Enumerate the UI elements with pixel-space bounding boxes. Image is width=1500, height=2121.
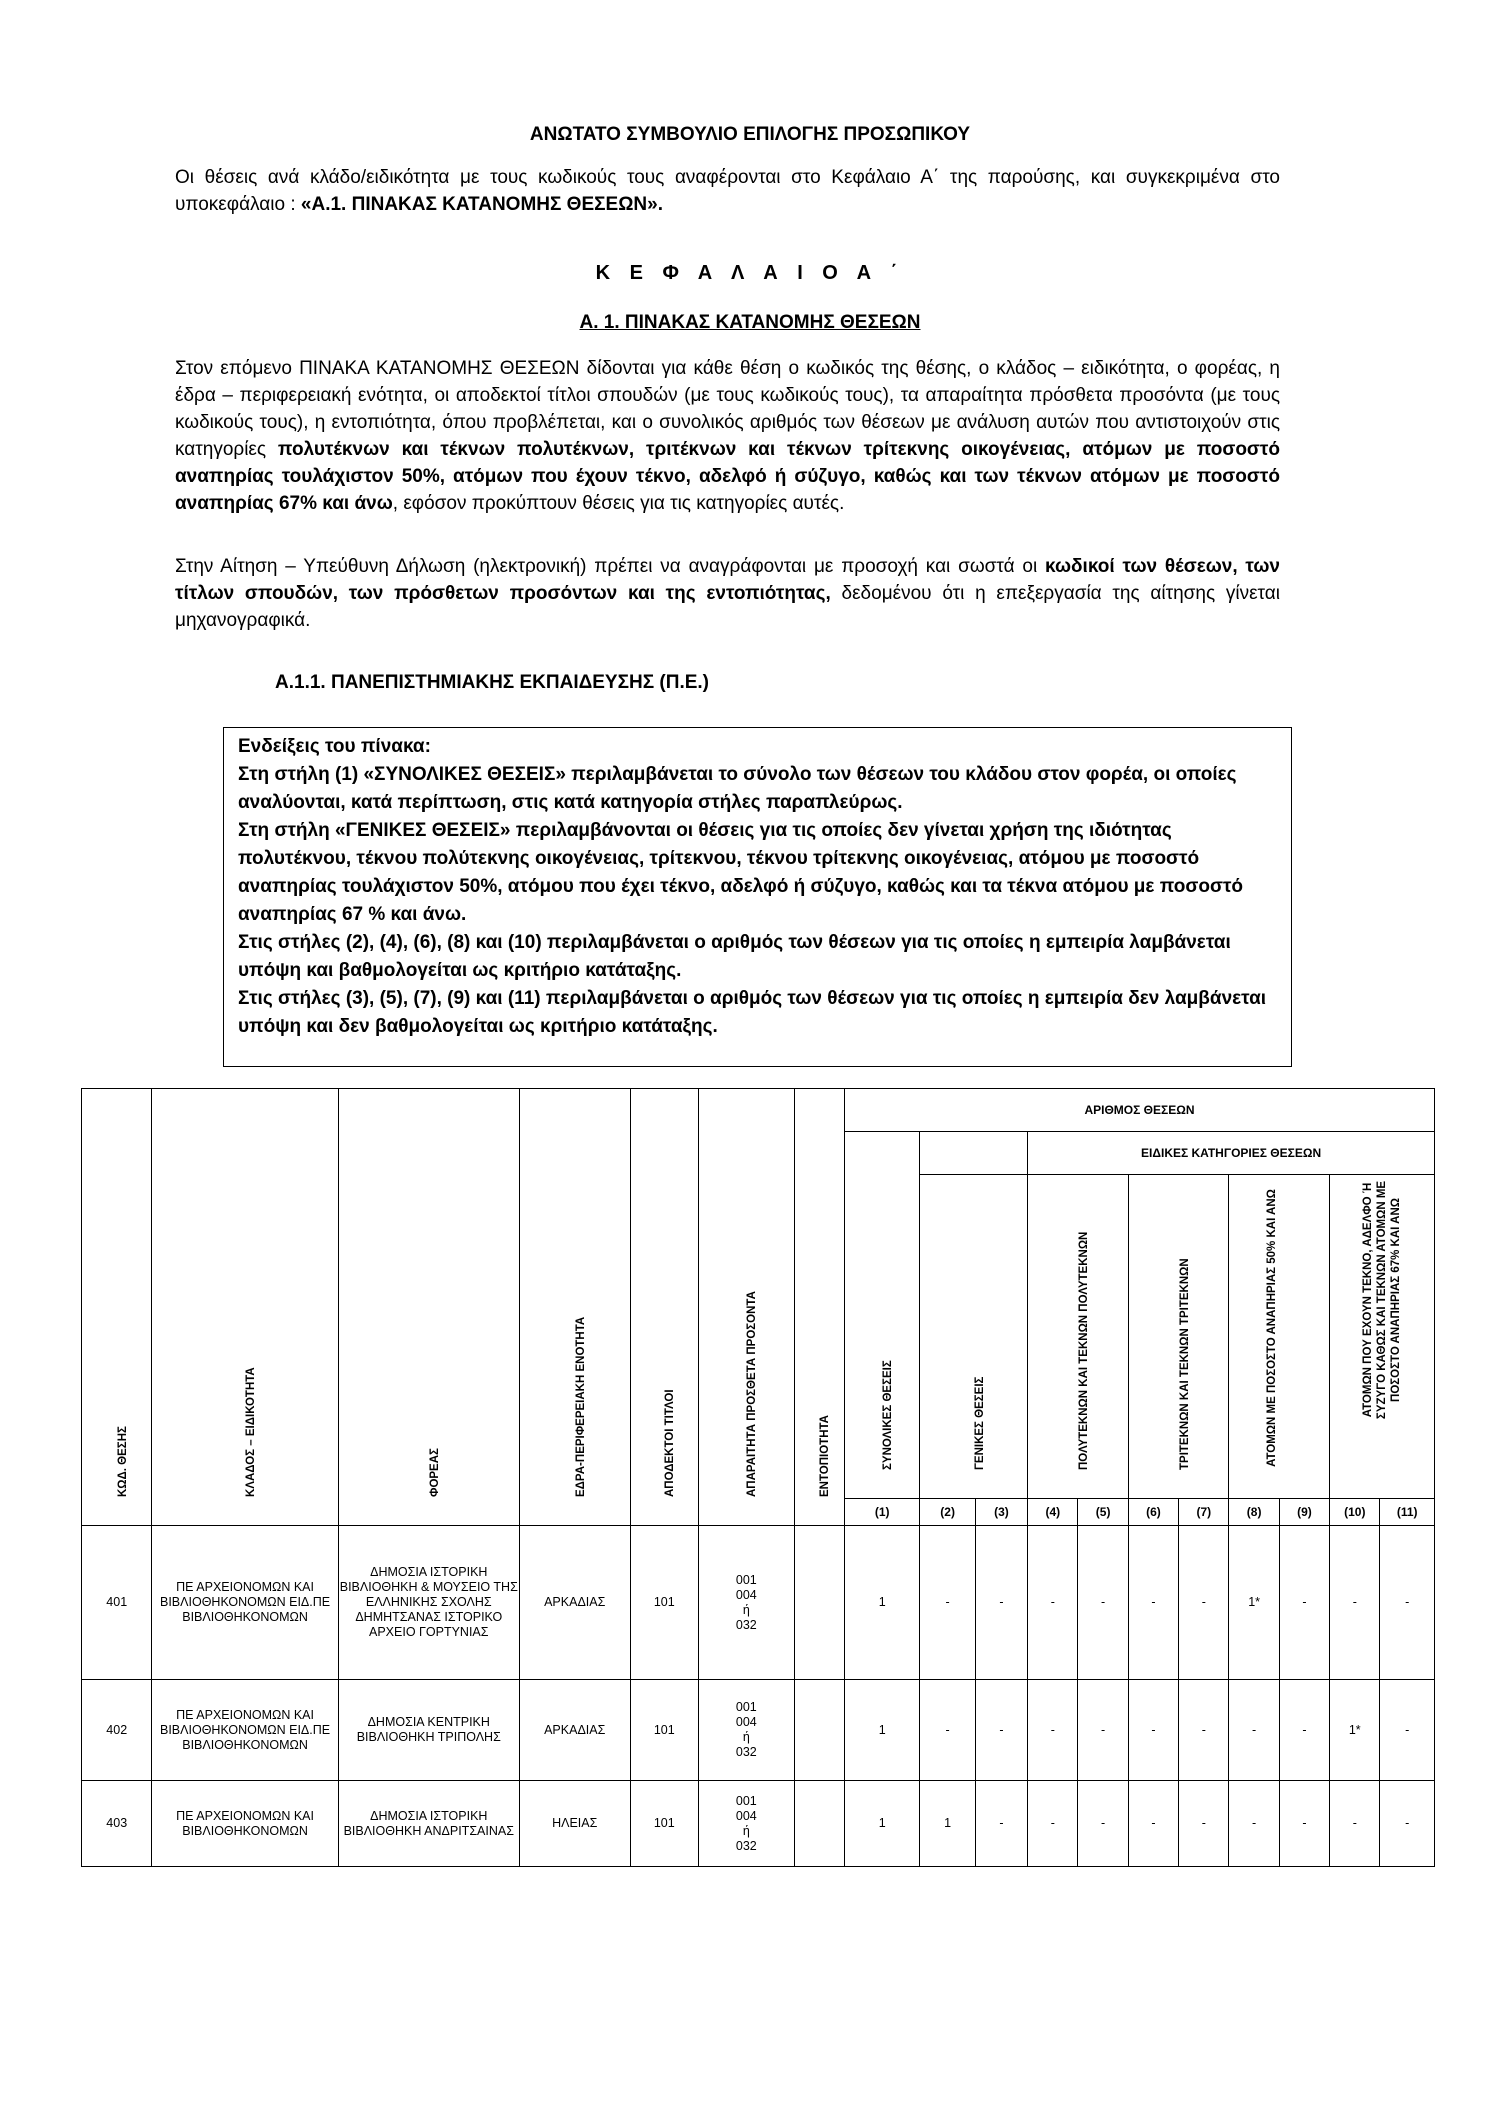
cell-agency: ΔΗΜΟΣΙΑ ΙΣΤΟΡΙΚΗ ΒΙΒΛΙΟΘΗΚΗ ΑΝΔΡΙΤΣΑΙΝΑΣ (338, 1781, 519, 1867)
cell-value: 1* (1330, 1680, 1380, 1781)
cell-value: 1 (844, 1781, 919, 1867)
header-three-child (1128, 1175, 1229, 1499)
header-disability (1229, 1175, 1330, 1499)
header-branch-label: ΚΛΑΔΟΣ – ΕΙΔΙΚΟΤΗΤΑ (245, 1367, 258, 1497)
header-seat (519, 1089, 630, 1526)
col-number-10: (10) (1330, 1499, 1380, 1526)
cell-value: - (1279, 1781, 1329, 1867)
cell-value: - (1380, 1680, 1435, 1781)
header-relatives (1330, 1175, 1435, 1499)
intro-paragraph (175, 164, 1280, 218)
cell-value: - (1179, 1781, 1229, 1867)
header-general (920, 1175, 1028, 1499)
paragraph-2 (175, 553, 1280, 634)
section-title: Α.1.1. ΠΑΝΕΠΙΣΤΗΜΙΑΚΗΣ ΕΚΠΑΙΔΕΥΣΗΣ (Π.Ε.) (275, 672, 710, 693)
cell-value: - (1028, 1781, 1078, 1867)
cell-value: - (1380, 1526, 1435, 1680)
cell-value: - (1128, 1526, 1178, 1680)
header-locality (794, 1089, 844, 1526)
notes-line-2: Στη στήλη «ΓΕΝΙΚΕΣ ΘΕΣΕΙΣ» περιλαμβάνονται οι θέσεις για τις οποίες δεν γίνεται χρήση της ιδιότητας πολυτέκνου, τέκνου πολύτεκνης οικογένειας, τρίτεκνου, τέκνου τρίτεκνης οικογένειας, ατόμου με ποσοστό αναπηρίας τουλάχιστον 50%, ατόμου που έχει τέκνο, αδελφό ή σύζυγο, καθώς και τα τέκνα ατόμου με ποσοστό αναπηρίας 67 % και άνω. (238, 820, 1244, 925)
cell-value: 1 (844, 1680, 919, 1781)
cell-value: - (975, 1526, 1027, 1680)
header-branch (152, 1089, 338, 1526)
qual-or: ή (742, 1730, 750, 1744)
cell-code: 402 (82, 1680, 152, 1781)
cell-value: - (1128, 1781, 1178, 1867)
document-title: ΑΝΩΤΑΤΟ ΣΥΜΒΟΥΛΙΟ ΕΠΙΛΟΓΗΣ ΠΡΟΣΩΠΙΚΟΥ (529, 124, 971, 145)
chapter-subtitle: Α. 1. ΠΙΝΑΚΑΣ ΚΑΤΑΝΟΜΗΣ ΘΕΣΕΩΝ (579, 312, 921, 333)
cell-value: - (1330, 1526, 1380, 1680)
cell-value: - (1279, 1526, 1329, 1680)
cell-value: - (1078, 1781, 1128, 1867)
col-number-5: (5) (1078, 1499, 1128, 1526)
cell-agency: ΔΗΜΟΣΙΑ ΚΕΝΤΡΙΚΗ ΒΙΒΛΙΟΘΗΚΗ ΤΡΙΠΟΛΗΣ (338, 1680, 519, 1781)
general-group-header (920, 1132, 1028, 1175)
cell-locality (794, 1526, 844, 1680)
header-agency (338, 1089, 519, 1526)
cell-agency: ΔΗΜΟΣΙΑ ΙΣΤΟΡΙΚΗ ΒΙΒΛΙΟΘΗΚΗ & ΜΟΥΣΕΙΟ ΤΗΣ ΕΛΛΗΝΙΚΗΣ ΣΧΟΛΗΣ ΔΗΜΗΤΣΑΝΑΣ ΙΣΤΟΡΙΚΟ ΑΡΧΕΙΟ ΓΟΡΤΥΝΙΑΣ (338, 1526, 519, 1680)
qual-or: ή (742, 1823, 750, 1838)
header-large-family (1028, 1175, 1129, 1499)
header-total-label: ΣΥΝΟΛΙΚΕΣ ΘΕΣΕΙΣ (882, 1360, 895, 1470)
col-number-3: (3) (975, 1499, 1027, 1526)
positions-table (81, 1088, 1435, 1867)
header-relatives-label: ΑΤΟΜΩΝ ΠΟΥ ΕΧΟΥΝ ΤΕΚΝΟ, ΑΔΕΛΦΟ Ή ΣΥΖΥΓΟ ΚΑΘΩΣ ΚΑΙ ΤΕΚΝΩΝ ΑΤΟΜΩΝ ΜΕ ΠΟΣΟΣΤΟ ΑΝΑΠΗΡΙΑΣ 67% ΚΑΙ ΑΝΩ (1362, 1180, 1403, 1420)
cell-code: 403 (82, 1781, 152, 1867)
cell-value: - (1179, 1680, 1229, 1781)
header-seat-label: ΕΔΡΑ-ΠΕΡΙΦΕΡΕΙΑΚΗ ΕΝΟΤΗΤΑ (574, 1316, 587, 1497)
notes-heading: Ενδείξεις του πίνακα: (238, 736, 431, 757)
cell-value: - (920, 1680, 975, 1781)
cell-locality (794, 1680, 844, 1781)
cell-value: - (1028, 1526, 1078, 1680)
qual-code: 001 (735, 1793, 757, 1808)
notes-line-1: Στη στήλη (1) «ΣΥΝΟΛΙΚΕΣ ΘΕΣΕΙΣ» περιλαμβάνεται το σύνολο των θέσεων του κλάδου στον φορέα, οι οποίες αναλύονται, κατά περίπτωση, στις κατά κατηγορία στήλες παραπλεύρως. (238, 764, 1237, 813)
intro-text: Οι θέσεις ανά κλάδο/ειδικότητα με τους κωδικούς τους αναφέρονται στο Κεφάλαιο Α΄ της παρούσης, και συγκεκριμένα στο υποκεφάλαιο : (175, 167, 1280, 215)
header-titles (630, 1089, 698, 1526)
table-row (82, 1526, 1435, 1680)
notes-line-4: Στις στήλες (3), (5), (7), (9) και (11) περιλαμβάνεται ο αριθμός των θέσεων για τις οποίες η εμπειρία δεν λαμβάνεται υπόψη και δεν βαθμολογείται ως κριτήριο κατάταξης. (238, 988, 1267, 1037)
header-large-family-label: ΠΟΛΥΤΕΚΝΩΝ ΚΑΙ ΤΕΚΝΩΝ ΠΟΛΥΤΕΚΝΩΝ (1077, 1231, 1090, 1470)
special-group-header: ΕΙΔΙΚΕΣ ΚΑΤΗΓΟΡΙΕΣ ΘΕΣΕΩΝ (1028, 1132, 1435, 1175)
cell-value: 1 (844, 1526, 919, 1680)
cell-value: - (975, 1781, 1027, 1867)
cell-value: - (1179, 1526, 1229, 1680)
cell-seat: ΑΡΚΑΔΙΑΣ (519, 1680, 630, 1781)
cell-value: - (1128, 1680, 1178, 1781)
paragraph-2-tail: δεδομένου ότι η επεξεργασία της αίτησης γίνεται μηχανογραφικά. (175, 583, 1280, 631)
header-agency-label: ΦΟΡΕΑΣ (428, 1448, 441, 1497)
cell-titles: 101 (630, 1526, 698, 1680)
cell-quals (699, 1781, 795, 1867)
col-number-8: (8) (1229, 1499, 1279, 1526)
col-number-9: (9) (1279, 1499, 1329, 1526)
cell-value: - (920, 1526, 975, 1680)
cell-quals (699, 1526, 795, 1680)
cell-value: - (1028, 1680, 1078, 1781)
notes-line-3: Στις στήλες (2), (4), (6), (8) και (10) περιλαμβάνεται ο αριθμός των θέσεων για τις οποίες η εμπειρία λαμβάνεται υπόψη και βαθμολογείται ως κριτήριο κατάταξης. (238, 932, 1231, 981)
cell-value: - (1279, 1680, 1329, 1781)
cell-value: - (1078, 1526, 1128, 1680)
paragraph-1 (175, 355, 1280, 517)
cell-value: - (975, 1680, 1027, 1781)
table-row (82, 1781, 1435, 1867)
col-number-1: (1) (844, 1499, 919, 1526)
cell-value: 1* (1229, 1526, 1279, 1680)
cell-value: - (1078, 1680, 1128, 1781)
cell-branch: ΠΕ ΑΡΧΕΙΟΝΟΜΩΝ ΚΑΙ ΒΙΒΛΙΟΘΗΚΟΝΟΜΩΝ ΕΙΔ.ΠΕ ΒΙΒΛΙΟΘΗΚΟΝΟΜΩΝ (152, 1526, 338, 1680)
col-number-4: (4) (1028, 1499, 1078, 1526)
col-number-11: (11) (1380, 1499, 1435, 1526)
qual-code: 001 (735, 1700, 757, 1714)
cell-code: 401 (82, 1526, 152, 1680)
cell-quals (699, 1680, 795, 1781)
qual-code: 004 (735, 1808, 757, 1823)
cell-titles: 101 (630, 1781, 698, 1867)
qual-code: 032 (735, 1838, 757, 1853)
qual-code: 004 (735, 1715, 757, 1729)
table-row (82, 1680, 1435, 1781)
paragraph-2-text: Στην Αίτηση – Υπεύθυνη Δήλωση (ηλεκτρονική) πρέπει να αναγράφονται με προσοχή και σωστά οι (175, 556, 1046, 577)
cell-titles: 101 (630, 1680, 698, 1781)
cell-value: - (1380, 1781, 1435, 1867)
header-code-label: ΚΩΔ. ΘΕΣΗΣ (116, 1426, 129, 1497)
header-locality-label: ΕΝΤΟΠΙΟΤΗΤΑ (819, 1415, 832, 1497)
chapter-title: Κ Ε Φ Α Λ Α Ι Ο Α ΄ (595, 262, 905, 284)
paragraph-1-text: Στον επόμενο ΠΙΝΑΚΑ ΚΑΤΑΝΟΜΗΣ ΘΕΣΕΩΝ δίδονται για κάθε θέση ο κωδικός της θέσης, ο κλάδος – ειδικότητα, ο φορέας, η έδρα – περιφερειακή ενότητα, οι αποδεκτοί τίτλοι σπουδών (με τους κωδικούς τους), τα απαραίτητα πρόσθετα προσόντα (με τους κωδικούς τους), η εντοπιότητα, όπου προβλέπεται, και ο συνολικός αριθμός των θέσεων με ανάλυση αυτών που αντιστοιχούν στις κατηγορίες (175, 358, 1280, 460)
header-quals-label: ΑΠΑΡΑΙΤΗΤΑ ΠΡΟΣΘΕΤΑ ΠΡΟΣΟΝΤΑ (746, 1291, 759, 1497)
header-quals (699, 1089, 795, 1526)
cell-locality (794, 1781, 844, 1867)
qual-or: ή (742, 1602, 750, 1617)
cell-value: - (1229, 1680, 1279, 1781)
header-total (844, 1132, 919, 1499)
intro-bold: «Α.1. ΠΙΝΑΚΑΣ ΚΑΤΑΝΟΜΗΣ ΘΕΣΕΩΝ». (300, 194, 664, 215)
qual-code: 032 (735, 1617, 757, 1632)
header-three-child-label: ΤΡΙΤΕΚΝΩΝ ΚΑΙ ΤΕΚΝΩΝ ΤΡΙΤΕΚΝΩΝ (1178, 1258, 1191, 1470)
header-disability-label: ΑΤΟΜΩΝ ΜΕ ΠΟΣΟΣΤΟ ΑΝΑΠΗΡΙΑΣ 50% ΚΑΙ ΑΝΩ (1266, 1189, 1279, 1467)
paragraph-2-bold: κωδικοί των θέσεων, των τίτλων σπουδών, των πρόσθετων προσόντων και της εντοπιότητας, (175, 556, 1280, 604)
cell-branch: ΠΕ ΑΡΧΕΙΟΝΟΜΩΝ ΚΑΙ ΒΙΒΛΙΟΘΗΚΟΝΟΜΩΝ ΕΙΔ.ΠΕ ΒΙΒΛΙΟΘΗΚΟΝΟΜΩΝ (152, 1680, 338, 1781)
group-header: ΑΡΙΘΜΟΣ ΘΕΣΕΩΝ (844, 1089, 1434, 1132)
paragraph-1-tail: , εφόσον προκύπτουν θέσεις για τις κατηγορίες αυτές. (392, 493, 845, 514)
header-code (82, 1089, 152, 1526)
cell-value: - (1229, 1781, 1279, 1867)
cell-value: 1 (920, 1781, 975, 1867)
col-number-6: (6) (1128, 1499, 1178, 1526)
qual-code: 004 (735, 1587, 757, 1602)
notes-box (223, 727, 1292, 1067)
cell-seat: ΑΡΚΑΔΙΑΣ (519, 1526, 630, 1680)
header-general-label: ΓΕΝΙΚΕΣ ΘΕΣΕΙΣ (973, 1376, 986, 1470)
qual-code: 032 (735, 1745, 757, 1759)
col-number-2: (2) (920, 1499, 975, 1526)
col-number-7: (7) (1179, 1499, 1229, 1526)
cell-value: - (1330, 1781, 1380, 1867)
qual-code: 001 (735, 1572, 757, 1587)
header-titles-label: ΑΠΟΔΕΚΤΟΙ ΤΙΤΛΟΙ (664, 1389, 677, 1497)
cell-branch: ΠΕ ΑΡΧΕΙΟΝΟΜΩΝ ΚΑΙ ΒΙΒΛΙΟΘΗΚΟΝΟΜΩΝ (152, 1781, 338, 1867)
paragraph-1-bold: πολυτέκνων και τέκνων πολυτέκνων, τριτέκνων και τέκνων τρίτεκνης οικογένειας, ατόμων με ποσοστό αναπηρίας τουλάχιστον 50%, ατόμων που έχουν τέκνο, αδελφό ή σύζυγο, καθώς και των τέκνων ατόμων με ποσοστό αναπηρίας 67% και άνω (175, 439, 1281, 514)
cell-seat: ΗΛΕΙΑΣ (519, 1781, 630, 1867)
